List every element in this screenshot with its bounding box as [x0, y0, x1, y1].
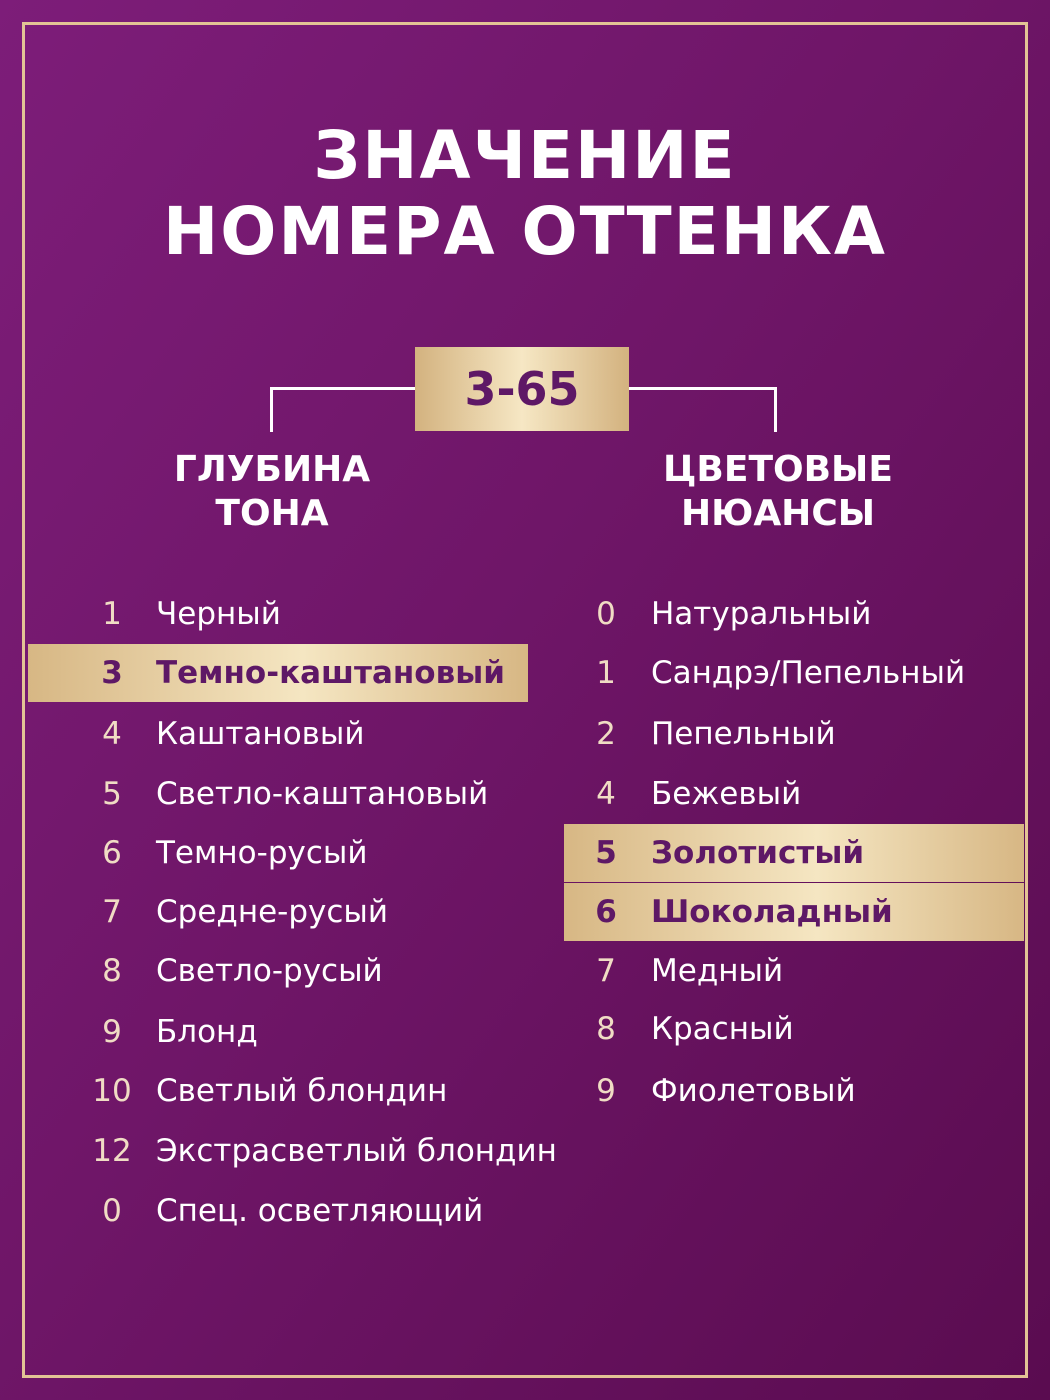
item-number: 7 — [102, 894, 122, 930]
item-label: Светло-русый — [156, 953, 383, 989]
item-label: Темно-русый — [156, 835, 368, 871]
item-label: Сандрэ/Пепельный — [651, 655, 966, 691]
item-number: 4 — [596, 776, 616, 812]
right-heading-line-1: ЦВЕТОВЫЕ — [663, 449, 893, 490]
item-label: Красный — [651, 1011, 794, 1047]
shade-code-badge: 3-65 — [415, 347, 629, 431]
item-number: 5 — [102, 776, 122, 812]
item-label: Шоколадный — [651, 894, 893, 930]
item-label: Каштановый — [156, 716, 365, 752]
item-label: Светло-каштановый — [156, 776, 489, 812]
left-column-heading — [102, 448, 442, 536]
item-number: 3 — [101, 655, 123, 691]
item-number: 10 — [92, 1073, 132, 1109]
item-number: 9 — [596, 1073, 616, 1109]
item-number: 6 — [595, 894, 617, 930]
item-number: 6 — [102, 835, 122, 871]
item-label: Спец. осветляющий — [156, 1193, 484, 1229]
item-number: 8 — [596, 1011, 616, 1047]
item-label: Экстрасветлый блондин — [156, 1133, 557, 1169]
item-label: Блонд — [156, 1014, 258, 1050]
right-heading-line-2: НЮАНСЫ — [680, 493, 876, 534]
item-label: Черный — [156, 596, 281, 632]
item-number: 0 — [102, 1193, 122, 1229]
item-number: 9 — [102, 1014, 122, 1050]
item-number: 1 — [596, 655, 616, 691]
item-number: 2 — [596, 716, 616, 752]
item-label: Светлый блондин — [156, 1073, 448, 1109]
item-number: 5 — [595, 835, 617, 871]
item-label: Медный — [651, 953, 784, 989]
item-number: 7 — [596, 953, 616, 989]
item-number: 8 — [102, 953, 122, 989]
item-number: 0 — [596, 596, 616, 632]
connector-right-horizontal — [629, 387, 777, 390]
left-heading-line-2: ТОНА — [215, 493, 329, 534]
item-number: 4 — [102, 716, 122, 752]
right-column-heading — [608, 448, 948, 536]
item-label: Фиолетовый — [651, 1073, 856, 1109]
item-label: Пепельный — [651, 716, 836, 752]
item-number: 12 — [92, 1133, 132, 1169]
item-label: Золотистый — [651, 835, 865, 871]
item-label: Бежевый — [651, 776, 802, 812]
item-label: Темно-каштановый — [156, 655, 505, 691]
item-label: Средне-русый — [156, 894, 389, 930]
connector-left-horizontal — [270, 387, 415, 390]
connector-right-vertical — [774, 387, 777, 432]
left-heading-line-1: ГЛУБИНА — [173, 449, 371, 490]
connector-left-vertical — [270, 387, 273, 432]
item-label: Натуральный — [651, 596, 872, 632]
title-line-2: НОМЕРА ОТТЕНКА — [162, 193, 888, 270]
title-line-1: ЗНАЧЕНИЕ — [313, 117, 737, 194]
item-number: 1 — [102, 596, 122, 632]
page-title — [0, 118, 1050, 270]
